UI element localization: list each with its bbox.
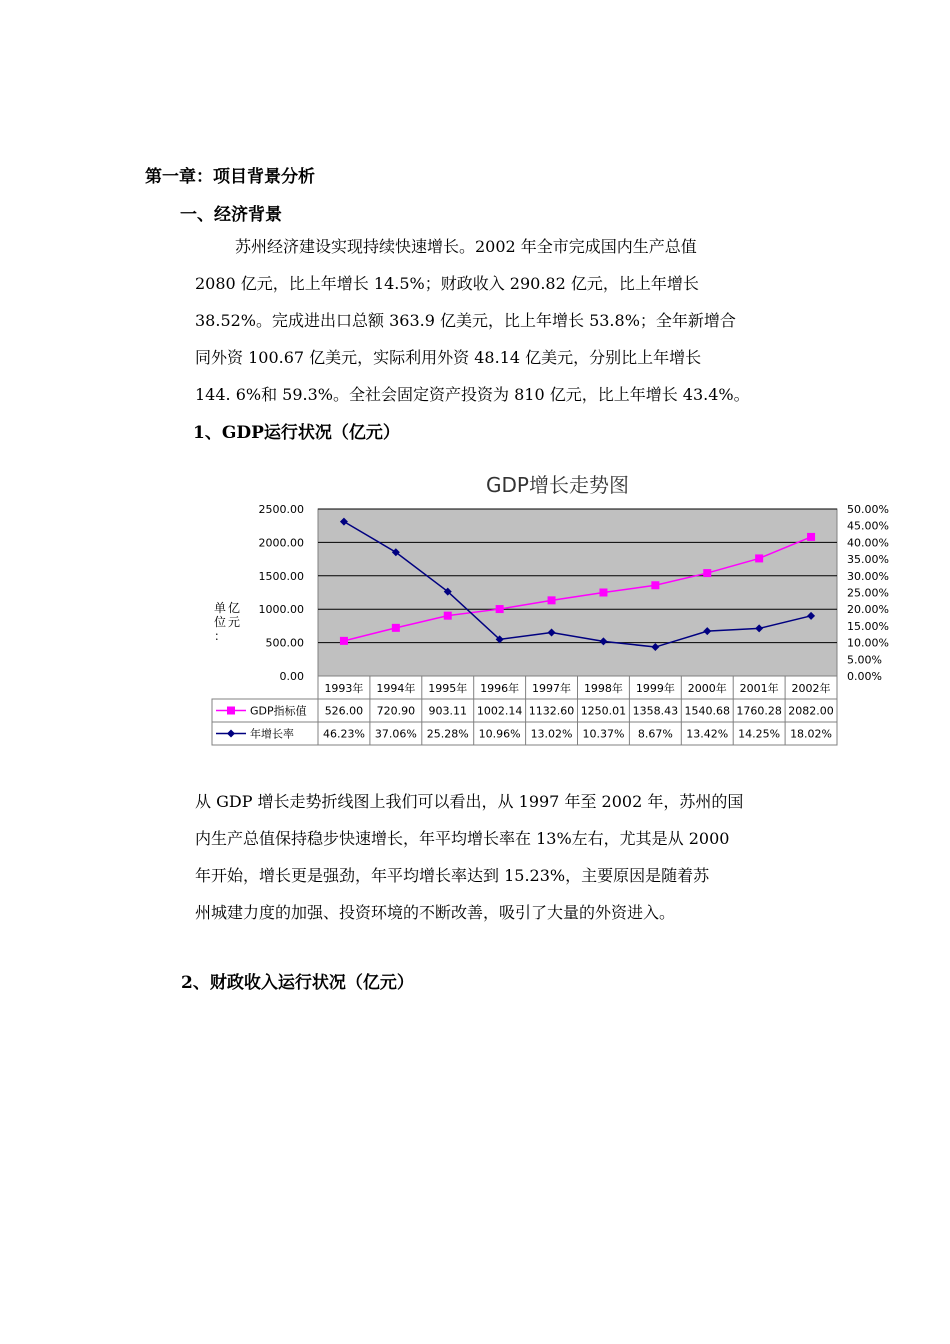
y-left-tick-label: 2000.00 bbox=[258, 536, 304, 550]
table-value: 14.25% bbox=[738, 727, 781, 741]
paragraph-line: 38.52%。完成进出口总额 363.9 亿美元，比上年增长 53.8%；全年新增合 bbox=[195, 311, 736, 330]
table-value: 18.02% bbox=[790, 727, 833, 741]
table-value: 37.06% bbox=[374, 727, 417, 741]
gdp-point bbox=[755, 554, 763, 562]
x-tick-label: 2001年 bbox=[739, 682, 779, 695]
table-value: 1132.60 bbox=[528, 704, 575, 718]
gdp-point bbox=[651, 581, 659, 589]
x-tick-label: 1999年 bbox=[635, 682, 675, 695]
gdp-point bbox=[340, 637, 348, 645]
y-right-tick-label: 40.00% bbox=[847, 536, 889, 550]
table-value: 46.23% bbox=[322, 727, 365, 741]
y-left-tick-label: 1500.00 bbox=[258, 569, 304, 583]
table-value: 1002.14 bbox=[476, 704, 523, 718]
paragraph-line: 苏州经济建设实现持续快速增长。2002 年全市完成国内生产总值 bbox=[235, 237, 697, 256]
table-value: 25.28% bbox=[426, 727, 469, 741]
y-axis-label-char: 单 bbox=[213, 601, 227, 615]
paragraph-line: 2080 亿元，比上年增长 14.5%；财政收入 290.82 亿元，比上年增长 bbox=[195, 274, 699, 293]
gdp-chart bbox=[200, 462, 889, 762]
gdp-point bbox=[807, 533, 815, 541]
table-value: 13.42% bbox=[686, 727, 729, 741]
y-right-tick-label: 30.00% bbox=[847, 569, 889, 583]
paragraph-line: 内生产总值保持稳步快速增长，年平均增长率在 13%左右，尤其是从 2000 bbox=[195, 829, 730, 848]
gdp-point bbox=[444, 612, 452, 620]
legend-label: 年增长率 bbox=[250, 727, 294, 741]
table-value: 720.90 bbox=[376, 704, 416, 718]
y-right-tick-label: 35.00% bbox=[847, 553, 889, 567]
y-axis-label-char: ： bbox=[213, 629, 227, 643]
gdp-subtitle: 1、GDP运行状况（亿元） bbox=[193, 423, 400, 443]
legend-marker bbox=[227, 707, 235, 715]
x-tick-label: 1996年 bbox=[480, 682, 520, 695]
y-right-tick-label: 5.00% bbox=[847, 653, 882, 667]
gdp-point bbox=[599, 588, 607, 596]
y-right-tick-label: 10.00% bbox=[847, 636, 889, 650]
paragraph-line: 年开始，增长更是强劲，年平均增长率达到 15.23%，主要原因是随着苏 bbox=[195, 866, 710, 885]
table-value: 10.37% bbox=[582, 727, 625, 741]
plot-area bbox=[318, 509, 837, 676]
legend-label: GDP指标值 bbox=[250, 704, 307, 718]
x-tick-label: 1998年 bbox=[583, 682, 623, 695]
table-value: 1250.01 bbox=[580, 704, 627, 718]
paragraph-line: 144. 6%和 59.3%。全社会固定资产投资为 810 亿元，比上年增长 43.4%。 bbox=[195, 385, 750, 404]
chart-title: GDP增长走势图 bbox=[486, 473, 629, 497]
y-right-tick-label: 25.00% bbox=[847, 586, 889, 600]
gdp-point bbox=[548, 596, 556, 604]
gdp-point bbox=[703, 569, 711, 577]
table-value: 10.96% bbox=[478, 727, 521, 741]
table-value: 1358.43 bbox=[632, 704, 679, 718]
paragraph-line: 州城建力度的加强、投资环境的不断改善，吸引了大量的外资进入。 bbox=[195, 903, 676, 922]
analysis-paragraph bbox=[195, 783, 815, 931]
y-axis-label-char: 元 bbox=[227, 615, 241, 629]
table-value: 1540.68 bbox=[684, 704, 730, 718]
paragraph-line: 同外资 100.67 亿美元，实际利用外资 48.14 亿美元，分别比上年增长 bbox=[195, 348, 702, 367]
x-tick-label: 1993年 bbox=[324, 682, 364, 695]
y-right-tick-label: 20.00% bbox=[847, 603, 889, 617]
y-axis-label-char: 亿 bbox=[227, 601, 241, 615]
y-right-tick-label: 15.00% bbox=[847, 619, 889, 633]
y-axis-label-char: 位 bbox=[213, 615, 227, 629]
chapter-title: 第一章：项目背景分析 bbox=[145, 167, 315, 187]
table-value: 8.67% bbox=[637, 727, 673, 741]
gdp-point bbox=[496, 605, 504, 613]
x-tick-label: 2002年 bbox=[791, 682, 831, 695]
x-tick-label: 1997年 bbox=[532, 682, 572, 695]
y-left-tick-label: 500.00 bbox=[265, 636, 304, 650]
x-tick-label: 1994年 bbox=[376, 682, 416, 695]
table-value: 13.02% bbox=[530, 727, 573, 741]
table-value: 1760.28 bbox=[736, 704, 782, 718]
paragraph-line: 从 GDP 增长走势折线图上我们可以看出，从 1997 年至 2002 年，苏州的国 bbox=[195, 792, 744, 811]
section-title: 一、经济背景 bbox=[180, 205, 282, 225]
gdp-point bbox=[392, 624, 400, 632]
table-value: 526.00 bbox=[324, 704, 364, 718]
y-right-tick-label: 0.00% bbox=[847, 670, 882, 683]
y-left-tick-label: 1000.00 bbox=[258, 603, 304, 617]
y-left-tick-label: 0.00 bbox=[279, 670, 304, 683]
economic-paragraph bbox=[195, 228, 815, 413]
table-value: 2082.00 bbox=[788, 704, 834, 718]
legend-marker bbox=[227, 730, 235, 738]
y-right-tick-label: 50.00% bbox=[847, 503, 889, 516]
table-value: 903.11 bbox=[428, 704, 467, 718]
x-tick-label: 2000年 bbox=[687, 682, 727, 695]
y-left-tick-label: 2500.00 bbox=[258, 503, 304, 516]
y-right-tick-label: 45.00% bbox=[847, 519, 889, 533]
x-tick-label: 1995年 bbox=[428, 682, 468, 695]
fiscal-subtitle: 2、财政收入运行状况（亿元） bbox=[181, 973, 414, 993]
